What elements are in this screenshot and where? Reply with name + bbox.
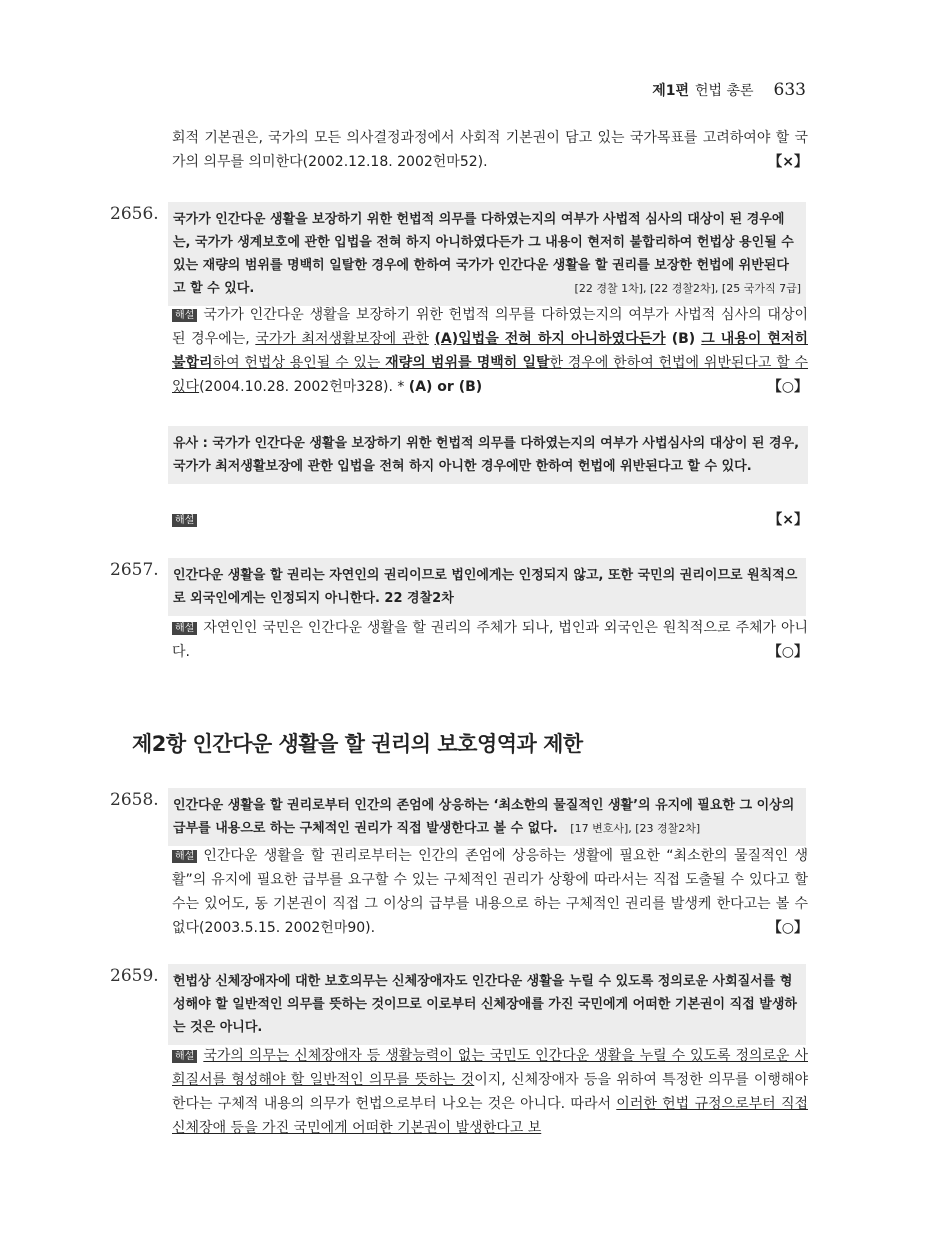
similar-box xyxy=(168,426,808,484)
section-title: 제2항 인간다운 생활을 할 권리의 보호영역과 제한 xyxy=(132,732,583,756)
explanation-text: 해설 자연인인 국민은 인간다운 생활을 할 권리의 주체가 되나, 법인과 외국인은 원칙적으로 주체가 아니다. 【○】 xyxy=(172,616,808,664)
explanation-2659 xyxy=(172,1044,808,1140)
similar-explanation xyxy=(172,508,808,532)
explanation-text: 해설 인간다운 생활을 할 권리로부터는 인간의 존엄에 상응하는 생활에 필요한 “최소한의 물질적인 생활”의 유지에 필요한 급부를 요구할 수 있는 구체적인 권리가 상황에 따라서는 직접 도출될 수 있다고 할 수는 있어도, 동 기본권이 직접 그 이상의 급부를 내용으로 하는 구체적인 권리를 발생케 한다고는 볼 수 없다(2003.5.15. 2002헌마90). 【○】 xyxy=(172,844,808,940)
explanation-badge: 해설 xyxy=(172,1050,197,1063)
explanation-2656 xyxy=(172,303,808,399)
question-box xyxy=(168,202,806,306)
question-text: 헌법상 신체장애자에 대한 보호의무는 신체장애자도 인간다운 생활을 누릴 수 있도록 정의로운 사회질서를 형성해야 할 일반적인 의무를 뜻하는 것이므로 이로부터 신체장애를 가진 국민에게 어떠한 기본권이 직접 발생하는 것은 아니다. xyxy=(173,974,797,1035)
question-text: 인간다운 생활을 할 권리로부터 인간의 존엄에 상응하는 ‘최소한의 물질적인 생활’의 유지에 필요한 그 이상의 급부를 내용으로 하는 구체적인 권리가 직접 발생한다고 볼 수 없다. xyxy=(173,798,795,836)
question-number: 2656. xyxy=(110,204,159,224)
part-label: 제1편 xyxy=(652,83,689,99)
explanation-2658 xyxy=(172,844,808,940)
intro-block xyxy=(172,126,808,174)
explanation-badge: 해설 xyxy=(172,309,197,322)
explanation-text: 해설 국가의 의무는 신체장애자 등 생활능력이 없는 국민도 인간다운 생활을 누릴 수 있도록 정의로운 사회질서를 형성해야 할 일반적인 의무를 뜻하는 것이지, 신체장애자 등을 위하여 특정한 의무를 이행해야 한다는 구체적 내용의 의무가 헌법으로부터 나오는 것은 아니다. 따라서 이러한 헌법 규정으로부터 직접 신체장애 등을 가진 국민에게 어떠한 기본권이 발생한다고 보 xyxy=(172,1048,808,1136)
question-box xyxy=(168,788,806,846)
page-number: 633 xyxy=(773,80,806,100)
explanation-2657 xyxy=(172,616,808,664)
explanation-mark: 【○】 xyxy=(767,920,808,936)
question-ref: [22 경찰 1차], [22 경찰2차], [25 국가직 7급] xyxy=(574,282,801,295)
page-header xyxy=(652,80,806,100)
explanation-mark: 【○】 xyxy=(767,644,808,660)
explanation-badge: 해설 xyxy=(172,514,197,527)
explanation-badge: 해설 xyxy=(172,850,197,863)
intro-mark: 【×】 xyxy=(768,154,808,170)
similar-mark: 【×】 xyxy=(768,512,808,528)
question-number: 2658. xyxy=(110,790,159,810)
intro-text: 회적 기본권은, 국가의 모든 의사결정과정에서 사회적 기본권이 담고 있는 국가목표를 고려하여야 할 국가의 의무를 의미한다(2002.12.18. 2002헌마52). 【×】 xyxy=(172,126,808,174)
explanation-badge: 해설 xyxy=(172,622,197,635)
question-box xyxy=(168,964,806,1045)
explanation-mark: 【○】 xyxy=(767,379,808,395)
similar-text: 유사 : 국가가 인간다운 생활을 보장하기 위한 헌법적 의무를 다하였는지의 여부가 사법심사의 대상이 된 경우, 국가가 최저생활보장에 관한 입법을 전혀 하지 아니한 경우에만 한하여 헌법에 위반된다고 할 수 있다. xyxy=(173,436,800,474)
chapter-title: 헌법 총론 xyxy=(695,83,754,99)
explanation-text: 해설 국가가 인간다운 생활을 보장하기 위한 헌법적 의무를 다하였는지의 여부가 사법적 심사의 대상이 된 경우에는, 국가가 최저생활보장에 관한 (A)입법을 전혀 하지 아니하였다든가 (B) 그 내용이 현저히 불합리하여 헌법상 용인될 수 있는 재량의 범위를 명백히 일탈한 경우에 한하여 헌법에 위반된다고 할 수 있다(2004.10.28. 2002헌마328). * (A) or (B) 【○】 xyxy=(172,303,808,399)
question-box xyxy=(168,558,806,616)
question-text: 국가가 인간다운 생활을 보장하기 위한 헌법적 의무를 다하였는지의 여부가 사법적 심사의 대상이 된 경우에는, 국가가 생계보호에 관한 입법을 전혀 하지 아니하였다든가 그 내용이 현저히 불합리하여 헌법상 용인될 수 있는 재량의 범위를 명백히 일탈한 경우에 한하여 국가가 인간다운 생활을 할 권리를 보장한 헌법에 위반된다고 할 수 있다. xyxy=(173,212,794,296)
question-number: 2659. xyxy=(110,966,159,986)
question-text: 인간다운 생활을 할 권리는 자연인의 권리이므로 법인에게는 인정되지 않고, 또한 국민의 권리이므로 원칙적으로 외국인에게는 인정되지 아니한다. 22 경찰2차 xyxy=(173,568,798,606)
question-ref: [17 변호사], [23 경찰2차] xyxy=(570,822,701,835)
question-number: 2657. xyxy=(110,560,159,580)
